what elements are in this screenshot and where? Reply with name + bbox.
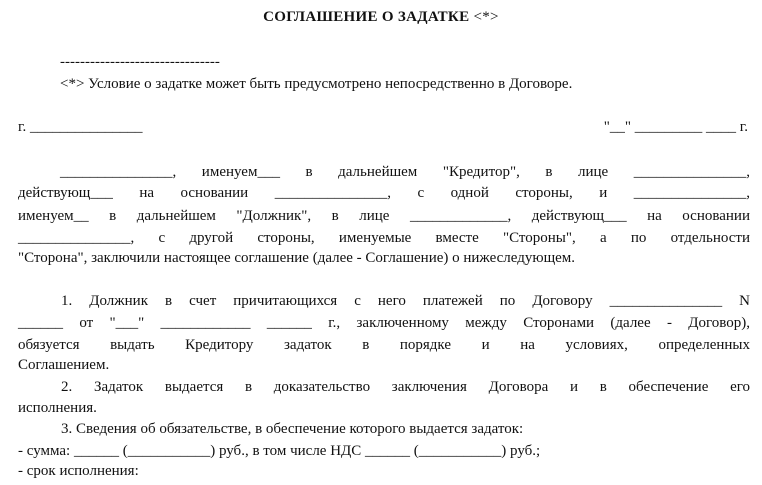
title-footnote-mark: <*> <box>473 9 499 25</box>
preamble-line: именуем__ в дальнейшем "Должник", в лице _____________, действующ___ на основании <box>18 208 750 224</box>
preamble-line: действующ___ на основании _______________, с одной стороны, и _______________, <box>18 185 750 201</box>
preamble-line: _______________, именуем___ в дальнейшем "Кредитор", в лице _______________, <box>60 164 750 180</box>
clause-3-line: - сумма: ______ (___________) руб., в том числе НДС ______ (___________) руб.; <box>18 443 541 459</box>
footnote-text: <*> Условие о задатке может быть предусмотрено непосредственно в Договоре. <box>60 76 573 92</box>
clause-1-line: Соглашением. <box>18 357 110 373</box>
clause-2-line: 2. Задаток выдается в доказательство заключения Договора и в обеспечение его <box>61 379 750 395</box>
place-field: г. _______________ <box>18 119 143 135</box>
preamble-line: "Сторона", заключили настоящее соглашение (далее - Соглашение) о нижеследующем. <box>18 250 576 266</box>
clause-1-line: ______ от "___" ____________ ______ г., заключенному между Сторонами (далее - Договор), <box>18 315 750 331</box>
preamble-line: _______________, с другой стороны, именуемые вместе "Стороны", а по отдельности <box>18 230 750 246</box>
date-field: "__" _________ ____ г. <box>603 119 748 135</box>
footnote-separator: -------------------------------- <box>60 54 220 70</box>
title-text: СОГЛАШЕНИЕ О ЗАДАТКЕ <box>263 9 470 25</box>
clause-1-line: 1. Должник в счет причитающихся с него платежей по Договору _______________ N <box>61 293 750 309</box>
clause-3-line: - срок исполнения: <box>18 463 139 479</box>
clause-1-line: обязуется выдать Кредитору задаток в порядке и на условиях, определенных <box>18 337 750 353</box>
clause-3-line: 3. Сведения об обязательстве, в обеспечение которого выдается задаток: <box>61 421 524 437</box>
clause-2-line: исполнения. <box>18 400 97 416</box>
document-title <box>0 9 762 26</box>
